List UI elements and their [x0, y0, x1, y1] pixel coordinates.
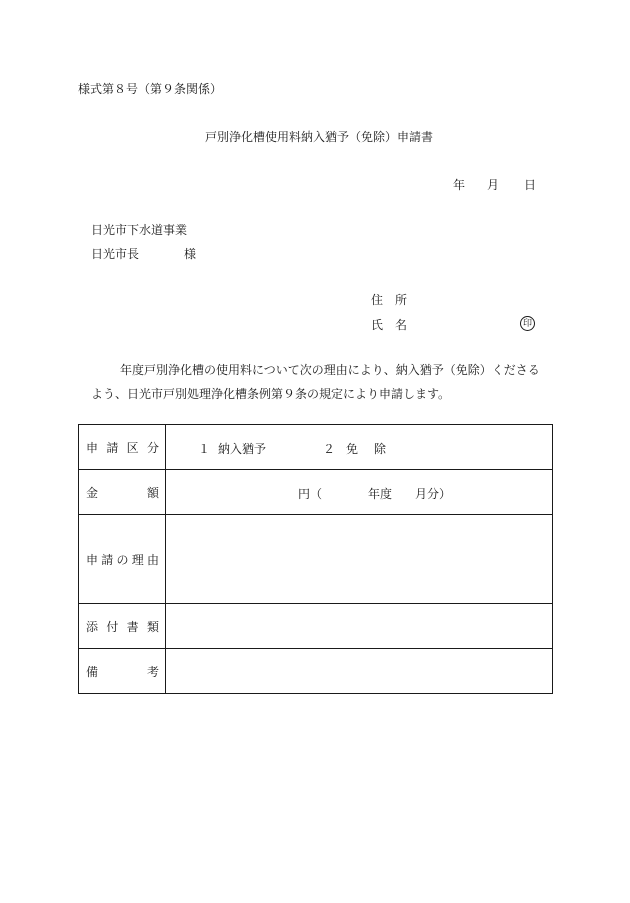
- amount-label: 金額: [79, 470, 166, 515]
- category-option-1-number: １: [198, 442, 211, 456]
- reason-label: 申請の理由: [79, 515, 166, 604]
- date-month-label: 月: [487, 178, 500, 192]
- addressee-organization: 日光市下水道事業: [91, 223, 188, 237]
- table-row-reason: [79, 515, 553, 604]
- body-text-line-2: よう、日光市戸別処理浄化槽条例第９条の規定により申請します。: [91, 387, 451, 401]
- body-text-line-1: 年度戸別浄化槽の使用料について次の理由により、納入猶予（免除）くださる: [120, 363, 540, 377]
- reason-cell: [166, 515, 553, 604]
- amount-month-text: 月分）: [415, 487, 452, 501]
- category-option-1-label: 納入猶予: [218, 442, 267, 456]
- date-year-label: 年: [453, 178, 466, 192]
- application-form-table: [78, 424, 553, 694]
- date-day-label: 日: [524, 178, 537, 192]
- form-number: 様式第８号（第９条関係）: [78, 82, 223, 96]
- addressee-mayor: 日光市長: [91, 247, 140, 261]
- amount-fiscal-year-text: 年度: [368, 487, 393, 501]
- document-title: 戸別浄化槽使用料納入猶予（免除）申請書: [205, 130, 434, 144]
- category-option-2-label: 免除: [346, 442, 403, 456]
- category-options-cell: [166, 425, 553, 470]
- table-row-notes: [79, 649, 553, 694]
- category-option-2-number: ２: [323, 442, 336, 456]
- notes-cell: [166, 649, 553, 694]
- seal-icon: 印: [520, 316, 535, 331]
- attachments-label: 添付書類: [79, 604, 166, 649]
- applicant-name-label: 氏 名: [371, 318, 408, 332]
- addressee-honorific: 様: [184, 247, 197, 261]
- category-label: 申請区分: [79, 425, 166, 470]
- table-row-attachments: [79, 604, 553, 649]
- amount-cell: [166, 470, 553, 515]
- table-row-amount: [79, 470, 553, 515]
- attachments-cell: [166, 604, 553, 649]
- applicant-address-label: 住 所: [371, 293, 408, 307]
- amount-yen-text: 円（: [298, 487, 323, 501]
- table-row-category: [79, 425, 553, 470]
- notes-label: 備考: [79, 649, 166, 694]
